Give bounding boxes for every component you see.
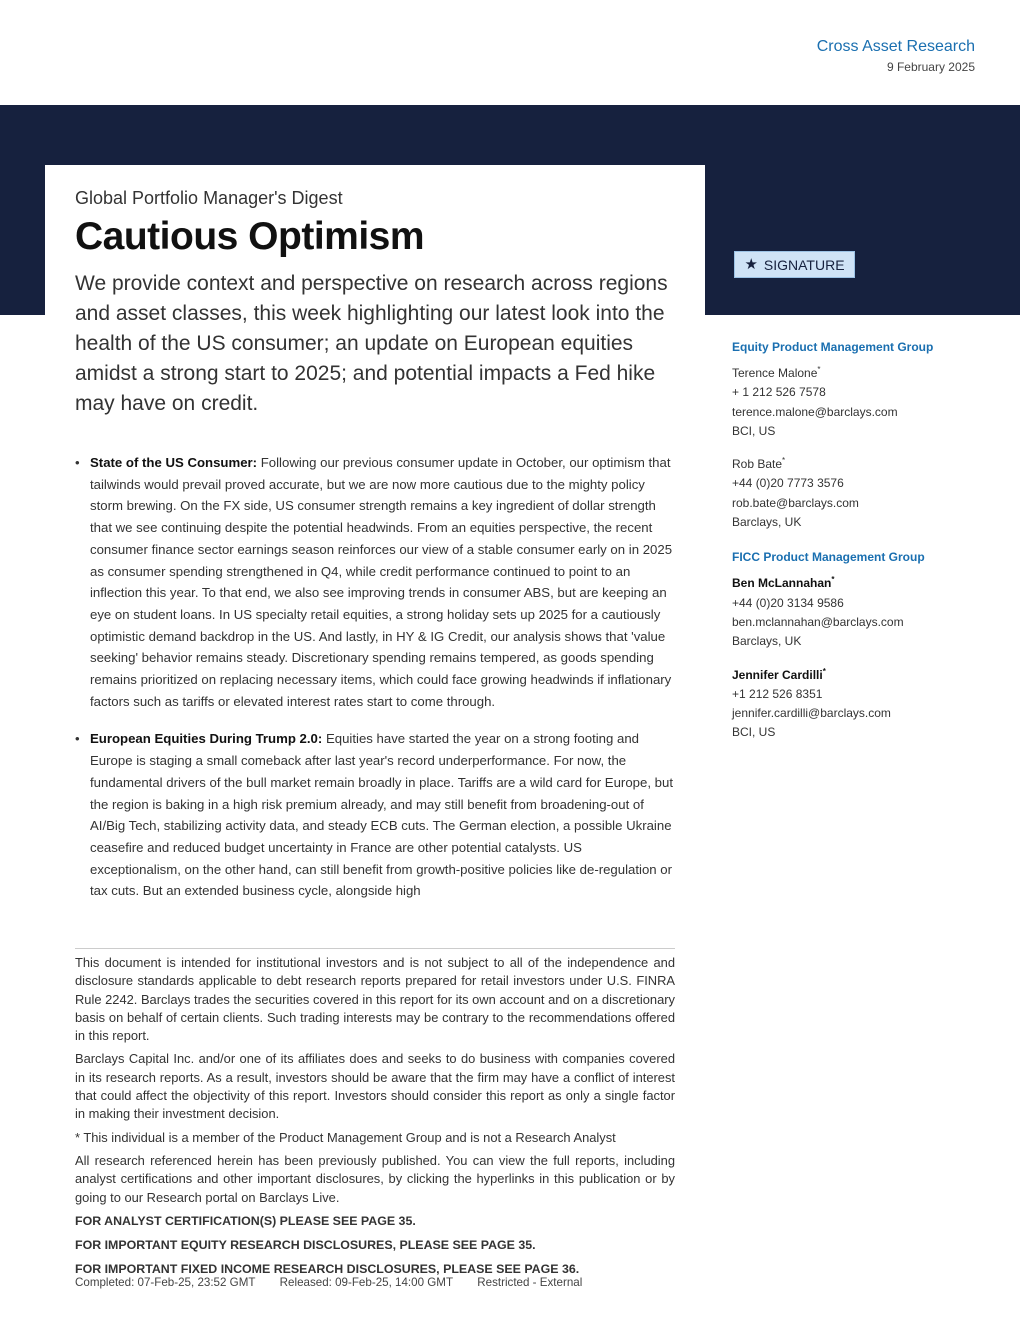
title-block <box>75 188 675 419</box>
signature-label: SIGNATURE <box>763 256 845 273</box>
analyst-email[interactable]: ben.mclannahan@barclays.com <box>732 614 904 629</box>
star-icon: ★ <box>744 256 758 273</box>
analyst-card: Terence Malone* + 1 212 526 7578 terence.malone@barclays.com BCI, US <box>732 360 992 441</box>
analyst-phone: + 1 212 526 7578 <box>732 385 826 400</box>
signature-badge <box>734 251 855 278</box>
bullet-heading[interactable]: European Equities During Trump 2.0: <box>90 731 323 747</box>
analyst-entity: Barclays, UK <box>732 515 802 530</box>
bullet-text: Equities have started the year on a strong footing and Europe is staging a small comeback after last year's record underperformance. For now, the fundamental drivers of the bull market remain broadly in place. Tariffs are a wild card for Europe, but the region is baking in a high risk premium already, and may still benefit from broadening-out of AI/Big Tech, stabilizing activity data, and steady ECB cuts. The German election, a possible Ukraine ceasefire and reduced budget uncertainty in France are other potential catalysts. US exceptionalism, on the other hand, can still benefit from growth-positive policies like de-regulation or tax cuts. But an extended business cycle, alongside high <box>90 731 673 899</box>
equity-disclosure-notice: FOR IMPORTANT EQUITY RESEARCH DISCLOSURES, PLEASE SEE PAGE 35. <box>75 1238 536 1253</box>
report-header <box>817 38 975 74</box>
analyst-card: Rob Bate* +44 (0)20 7773 3576 rob.bate@barclays.com Barclays, UK <box>732 451 992 532</box>
publication-name: Global Portfolio Manager's Digest <box>75 188 343 208</box>
analyst-phone: +1 212 526 8351 <box>732 686 823 701</box>
completed-time: Completed: 07-Feb-25, 23:52 GMT <box>75 1276 256 1289</box>
analyst-entity: Barclays, UK <box>732 634 802 649</box>
analyst-card: Ben McLannahan* +44 (0)20 3134 9586 ben.mclannahan@barclays.com Barclays, UK <box>732 570 992 651</box>
ficc-group-title: FICC Product Management Group <box>732 550 925 565</box>
disclaimer-paragraph: This document is intended for institutional investors and is not subject to all of the independence and disclosure standards applicable to debt research reports prepared for retail investors under U.S. FINRA Rule 2242. Barclays trades the securities covered in this report for its own account and on a discretionary basis on behalf of certain clients. Such trading interests may be contrary to the recommendations offered in this report. <box>75 955 675 1044</box>
disclaimer-paragraph: Barclays Capital Inc. and/or one of its affiliates does and seeks to do business with companies covered in its research reports. As a result, investors should be aware that the firm may have a conflict of interest that could affect the objectivity of this report. Investors should consider this report as only a single factor in making their investment decision. <box>75 1051 675 1122</box>
analyst-entity: BCI, US <box>732 725 776 740</box>
released-time: Released: 09-Feb-25, 14:00 GMT <box>279 1276 454 1289</box>
disclaimer-paragraph: All research referenced herein has been previously published. You can view the full reports, including analyst certifications and other important disclosures, by clicking the hyperlinks in this publication or by going to our Research portal on Barclays Live. <box>75 1152 675 1205</box>
analyst-email[interactable]: rob.bate@barclays.com <box>732 495 859 510</box>
analyst-contacts <box>732 340 992 753</box>
analyst-entity: BCI, US <box>732 423 776 438</box>
equity-group-title: Equity Product Management Group <box>732 340 934 354</box>
bullet-heading[interactable]: State of the US Consumer: <box>90 455 258 470</box>
bullet-icon: • <box>75 731 80 747</box>
document-meta <box>75 1276 603 1289</box>
bullet-text: Following our previous consumer update in October, our optimism that tailwinds would prevail proved accurate, but we are now more cautious due to the mighty policy storm brewing. On the FX side, US consumer strength remains a key ingredient of dollar strength that we see continuing despite the potential headwinds. From an equities perspective, the recent consumer finance sector earnings season reinforces our view of a stable consumer early on in 2025 as consumer spending strengthened in Q4, while credit performance continued to point to an inflection this year. To that end, we also see improving trends in consumer ABS, but are keeping an eye on student loans. In US specialty retail equities, a strong holiday sets up 2025 for a cautiously optimistic demand backdrop in the US. And lastly, in HY & IG Credit, our analysis shows that 'value seeking' behavior remains steady. Discretionary spending remains tempered, as goods spending remains prioritized on replacing necessary items, which could face growing headwinds if inflationary factors such as tariffs or elevated interest rates start to come through. <box>90 455 673 709</box>
analyst-name: Terence Malone <box>732 366 818 380</box>
report-type: Cross Asset Research <box>816 38 975 55</box>
disclaimer <box>75 954 675 1285</box>
report-summary: We provide context and perspective on research across regions and asset classes, this week highlighting our latest look into the health of the US consumer; an update on European equities amidst a strong start to 2025; and potential impacts a Fed hike may have on credit. <box>75 272 668 415</box>
analyst-name: Jennifer Cardilli <box>732 667 823 682</box>
analyst-phone: +44 (0)20 3134 9586 <box>732 595 844 610</box>
list-item <box>75 452 675 712</box>
restriction-label: Restricted - External <box>477 1276 583 1289</box>
highlights-list <box>75 452 675 918</box>
bullet-icon: • <box>75 455 80 470</box>
report-date: 9 February 2025 <box>886 60 975 74</box>
analyst-name: Ben McLannahan <box>732 576 832 591</box>
fixed-income-disclosure-notice: FOR IMPORTANT FIXED INCOME RESEARCH DISCLOSURES, PLEASE SEE PAGE 36. <box>75 1262 580 1277</box>
analyst-card: Jennifer Cardilli* +1 212 526 8351 jennifer.cardilli@barclays.com BCI, US <box>732 662 992 743</box>
report-title: Cautious Optimism <box>75 215 425 258</box>
certification-notice: FOR ANALYST CERTIFICATION(S) PLEASE SEE PAGE 35. <box>75 1213 416 1228</box>
list-item <box>75 728 675 902</box>
analyst-phone: +44 (0)20 7773 3576 <box>732 476 844 491</box>
divider <box>75 948 675 949</box>
analyst-email[interactable]: jennifer.cardilli@barclays.com <box>732 706 891 721</box>
disclaimer-footnote: * This individual is a member of the Product Management Group and is not a Research Analyst <box>75 1129 616 1145</box>
analyst-email[interactable]: terence.malone@barclays.com <box>732 404 898 419</box>
analyst-name: Rob Bate <box>732 457 783 472</box>
